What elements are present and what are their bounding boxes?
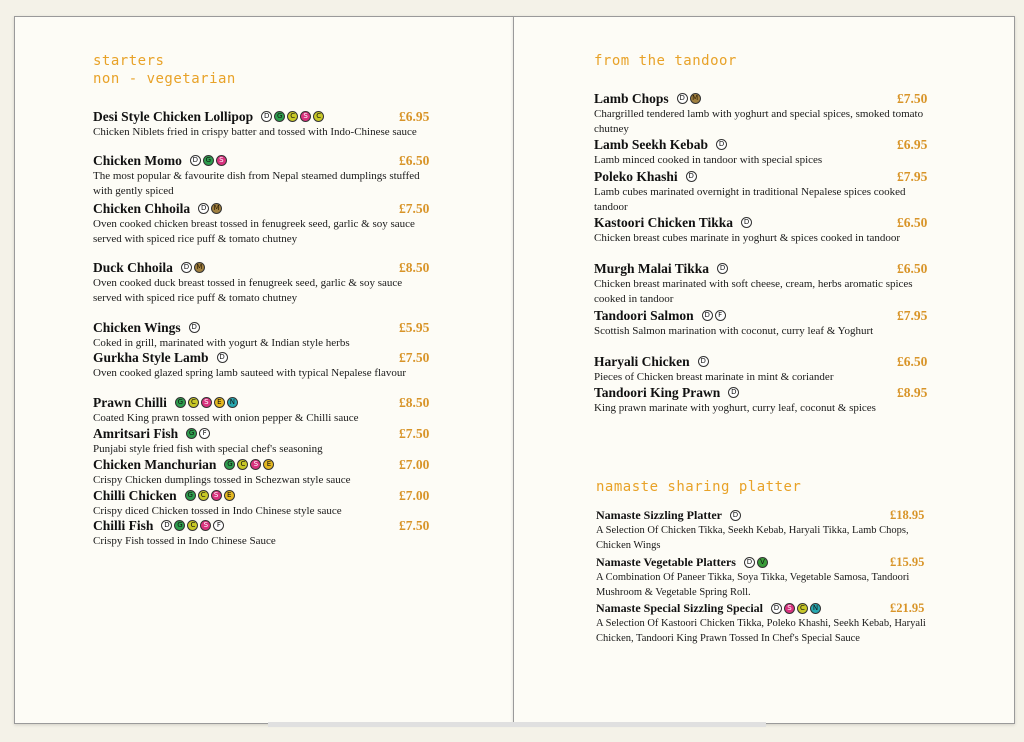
celery-allergen-icon: C [198, 490, 209, 501]
menu-item-description: Pieces of Chicken breast marinate in mint & coriander [594, 371, 834, 383]
menu-item-name: Duck Chhoila [93, 259, 173, 275]
allergen-badges [175, 397, 238, 408]
menu-item-header [93, 108, 423, 125]
menu-item-name: Chicken Momo [93, 152, 182, 168]
menu-item [594, 307, 928, 339]
menu-item [93, 200, 430, 246]
gluten-allergen-icon: G [185, 490, 196, 501]
allergen-badges [181, 262, 205, 273]
menu-item-price: £7.00 [399, 457, 430, 472]
menu-item-header [93, 152, 423, 169]
menu-item [594, 384, 928, 416]
dairy-allergen-icon: D [716, 139, 727, 150]
section-title-platter: namaste sharing platter [596, 479, 802, 495]
menu-item-price: £6.50 [897, 261, 928, 276]
menu-item-description: Oven cooked duck breast tossed in fenugreek seed, garlic & soy sauce served with spiced rice puff & tomato chutney [93, 277, 403, 304]
dairy-allergen-icon: D [190, 155, 201, 166]
dairy-allergen-icon: D [161, 520, 172, 531]
celery-allergen-icon: C [287, 111, 298, 122]
dairy-allergen-icon: D [198, 203, 209, 214]
celery-allergen-icon: C [188, 397, 199, 408]
menu-item-description: Chargrilled tendered lamb with yoghurt and special spices, smoked tomato chutney [594, 108, 924, 135]
menu-item [93, 425, 430, 457]
menu-item-header [93, 259, 423, 276]
menu-item-name: Lamb Seekh Kebab [594, 136, 709, 152]
allergen-badges [702, 310, 726, 321]
mustard-allergen-icon: M [690, 93, 701, 104]
allergen-badges [217, 352, 228, 363]
dairy-allergen-icon: D [261, 111, 272, 122]
nuts-allergen-icon: N [227, 397, 238, 408]
menu-item-description: Lamb minced cooked in tandoor with special spices [594, 154, 823, 166]
soya-allergen-icon: S [216, 155, 227, 166]
fish-allergen-icon: F [199, 428, 210, 439]
allergen-badges [717, 263, 728, 274]
menu-item [93, 394, 430, 426]
menu-item-header [93, 517, 423, 534]
gluten-allergen-icon: G [274, 111, 285, 122]
menu-item-name: Lamb Chops [594, 90, 669, 106]
menu-item-price: £6.95 [399, 109, 430, 124]
dairy-allergen-icon: D [698, 356, 709, 367]
menu-item [594, 353, 928, 385]
menu-item-price: £7.50 [399, 350, 430, 365]
dairy-allergen-icon: D [217, 352, 228, 363]
menu-item-name: Tandoori King Prawn [594, 384, 721, 400]
menu-item-price: £21.95 [890, 601, 925, 615]
menu-item-header [594, 353, 924, 370]
soya-allergen-icon: S [784, 603, 795, 614]
menu-item-name: Chicken Manchurian [93, 456, 217, 472]
menu-item-description: Crispy Fish tossed in Indo Chinese Sauce [93, 535, 276, 547]
menu-item [594, 136, 928, 168]
menu-item-description: A Selection Of Chicken Tikka, Seekh Kebab, Haryali Tikka, Lamb Chops, Chicken Wings [596, 525, 909, 551]
gluten-allergen-icon: G [224, 459, 235, 470]
allergen-badges [677, 93, 701, 104]
menu-item-price: £5.95 [399, 320, 430, 335]
menu-item-name: Desi Style Chicken Lollipop [93, 108, 254, 124]
menu-item-header [594, 136, 924, 153]
menu-item-header [594, 260, 924, 277]
section-title-starters: starters [93, 53, 165, 69]
dairy-allergen-icon: D [741, 217, 752, 228]
menu-item-header [594, 168, 924, 185]
menu-item [93, 517, 430, 549]
menu-item [594, 168, 928, 214]
menu-item-name: Namaste Special Sizzling Special [596, 601, 763, 615]
menu-item [594, 214, 928, 246]
menu-item [594, 90, 928, 136]
menu-item-header [596, 600, 936, 617]
menu-item [93, 456, 430, 488]
fish-allergen-icon: F [715, 310, 726, 321]
gluten-allergen-icon: G [174, 520, 185, 531]
menu-item-name: Chilli Chicken [93, 487, 177, 503]
allergen-badges [161, 520, 224, 531]
menu-item-price: £8.50 [399, 395, 430, 410]
menu-item-header [93, 487, 423, 504]
menu-item-name: Haryali Chicken [594, 353, 690, 369]
dairy-allergen-icon: D [677, 93, 688, 104]
egg-allergen-icon: E [263, 459, 274, 470]
soya-allergen-icon: S [211, 490, 222, 501]
menu-item [596, 554, 936, 600]
menu-item-header [93, 425, 423, 442]
dairy-allergen-icon: D [771, 603, 782, 614]
menu-item-name: Chicken Wings [93, 319, 181, 335]
section-title-tandoor: from the tandoor [594, 53, 737, 69]
allergen-badges [744, 557, 768, 568]
menu-item-header [596, 554, 936, 571]
allergen-badges [198, 203, 222, 214]
menu-item-price: £7.95 [897, 308, 928, 323]
menu-item-name: Kastoori Chicken Tikka [594, 214, 734, 230]
menu-item-name: Tandoori Salmon [594, 307, 694, 323]
menu-item-name: Gurkha Style Lamb [93, 349, 209, 365]
gluten-allergen-icon: G [175, 397, 186, 408]
menu-item-header [93, 319, 423, 336]
allergen-badges [190, 155, 227, 166]
menu-item-name: Murgh Malai Tikka [594, 260, 710, 276]
soya-allergen-icon: S [250, 459, 261, 470]
dairy-allergen-icon: D [189, 322, 200, 333]
celery-allergen-icon: C [313, 111, 324, 122]
celery-allergen-icon: C [237, 459, 248, 470]
menu-item-price: £8.95 [897, 385, 928, 400]
menu-item-price: £7.50 [897, 91, 928, 106]
egg-allergen-icon: E [214, 397, 225, 408]
dairy-allergen-icon: D [730, 510, 741, 521]
menu-item-price: £7.95 [897, 169, 928, 184]
menu-item-description: Chicken breast cubes marinate in yoghurt & spices cooked in tandoor [594, 232, 901, 244]
soya-allergen-icon: S [300, 111, 311, 122]
menu-item-description: Oven cooked glazed spring lamb sauteed with typical Nepalese flavour [93, 367, 407, 379]
menu-item-name: Prawn Chilli [93, 394, 167, 410]
menu-item [93, 259, 430, 305]
menu-item-description: Oven cooked chicken breast tossed in fenugreek seed, garlic & soy sauce served with spiced rice puff & tomato chutney [93, 218, 415, 245]
menu-item-header [594, 384, 924, 401]
menu-item-header [594, 307, 924, 324]
dairy-allergen-icon: D [181, 262, 192, 273]
menu-item-header [594, 214, 924, 231]
menu-item-price: £18.95 [890, 508, 925, 522]
menu-item [594, 260, 928, 306]
menu-item-name: Namaste Sizzling Platter [596, 508, 722, 522]
menu-item-price: £6.50 [399, 153, 430, 168]
allergen-badges [189, 322, 200, 333]
mustard-allergen-icon: M [211, 203, 222, 214]
dairy-allergen-icon: D [686, 171, 697, 182]
menu-item [93, 349, 430, 381]
menu-item [596, 507, 936, 553]
allergen-badges [730, 510, 741, 521]
menu-item-header [93, 456, 423, 473]
menu-item-price: £7.50 [399, 426, 430, 441]
allergen-badges [261, 111, 324, 122]
menu-item-description: Scottish Salmon marination with coconut, curry leaf & Yoghurt [594, 325, 874, 337]
egg-allergen-icon: E [224, 490, 235, 501]
dairy-allergen-icon: D [728, 387, 739, 398]
menu-item-price: £8.50 [399, 260, 430, 275]
menu-item-name: Poleko Khashi [594, 168, 678, 184]
vegan-allergen-icon: V [757, 557, 768, 568]
soya-allergen-icon: S [201, 397, 212, 408]
menu-item-price: £7.00 [399, 488, 430, 503]
celery-allergen-icon: C [187, 520, 198, 531]
menu-item [93, 319, 430, 351]
menu-item-header [594, 90, 924, 107]
allergen-badges [716, 139, 727, 150]
menu-item-description: A Combination Of Paneer Tikka, Soya Tikka, Vegetable Samosa, Tandoori Mushroom & Vegetable Spring Roll. [596, 572, 910, 598]
allergen-badges [698, 356, 709, 367]
menu-item-description: Punjabi style fried fish with special chef's seasoning [93, 443, 323, 455]
menu-item-price: £15.95 [890, 555, 925, 569]
gluten-allergen-icon: G [186, 428, 197, 439]
dairy-allergen-icon: D [702, 310, 713, 321]
menu-item-description: Crispy diced Chicken tossed in Indo Chinese style sauce [93, 505, 342, 517]
allergen-badges [741, 217, 752, 228]
menu-item-description: A Selection Of Kastoori Chicken Tikka, Poleko Khashi, Seekh Kebab, Haryali Chicken, Tandoori King Prawn Tossed In Chef's Special Sauce [596, 618, 926, 644]
menu-item-price: £7.50 [399, 518, 430, 533]
allergen-badges [771, 603, 821, 614]
menu-item-description: The most popular & favourite dish from Nepal steamed dumplings stuffed with gently spiced [93, 170, 420, 197]
allergen-badges [686, 171, 697, 182]
menu-item-header [93, 200, 423, 217]
menu-item-price: £6.50 [897, 354, 928, 369]
menu-page-right [513, 16, 1015, 724]
menu-item [596, 600, 936, 646]
allergen-badges [224, 459, 274, 470]
menu-page-left [14, 16, 514, 724]
page-shadow [268, 722, 766, 727]
menu-item-description: Chicken breast marinated with soft cheese, cream, herbs aromatic spices cooked in tandoor [594, 278, 913, 305]
menu-item-header [93, 394, 423, 411]
menu-item-name: Namaste Vegetable Platters [596, 555, 736, 569]
dairy-allergen-icon: D [744, 557, 755, 568]
menu-item-description: Lamb cubes marinated overnight in traditional Nepalese spices cooked tandoor [594, 186, 906, 213]
allergen-badges [186, 428, 210, 439]
menu-item-price: £6.95 [897, 137, 928, 152]
mustard-allergen-icon: M [194, 262, 205, 273]
menu-item-name: Amritsari Fish [93, 425, 179, 441]
menu-item-price: £7.50 [399, 201, 430, 216]
soya-allergen-icon: S [200, 520, 211, 531]
menu-item-header [93, 349, 423, 366]
celery-allergen-icon: C [797, 603, 808, 614]
menu-item [93, 108, 430, 140]
allergen-badges [185, 490, 235, 501]
fish-allergen-icon: F [213, 520, 224, 531]
menu-item-description: Crispy Chicken dumplings tossed in Schezwan style sauce [93, 474, 351, 486]
nuts-allergen-icon: N [810, 603, 821, 614]
menu-item-description: King prawn marinate with yoghurt, curry leaf, coconut & spices [594, 402, 876, 414]
dairy-allergen-icon: D [717, 263, 728, 274]
menu-item-name: Chicken Chhoila [93, 200, 191, 216]
menu-item-price: £6.50 [897, 215, 928, 230]
menu-item-description: Chicken Niblets fried in crispy batter and tossed with Indo-Chinese sauce [93, 126, 417, 138]
menu-item-description: Coked in grill, marinated with yogurt & Indian style herbs [93, 337, 350, 349]
gluten-allergen-icon: G [203, 155, 214, 166]
menu-item [93, 487, 430, 519]
section-subtitle-non-vegetarian: non - vegetarian [93, 71, 236, 87]
menu-item-description: Coated King prawn tossed with onion pepper & Chilli sauce [93, 412, 359, 424]
menu-item [93, 152, 430, 198]
menu-item-header [596, 507, 936, 524]
allergen-badges [728, 387, 739, 398]
menu-item-name: Chilli Fish [93, 517, 154, 533]
